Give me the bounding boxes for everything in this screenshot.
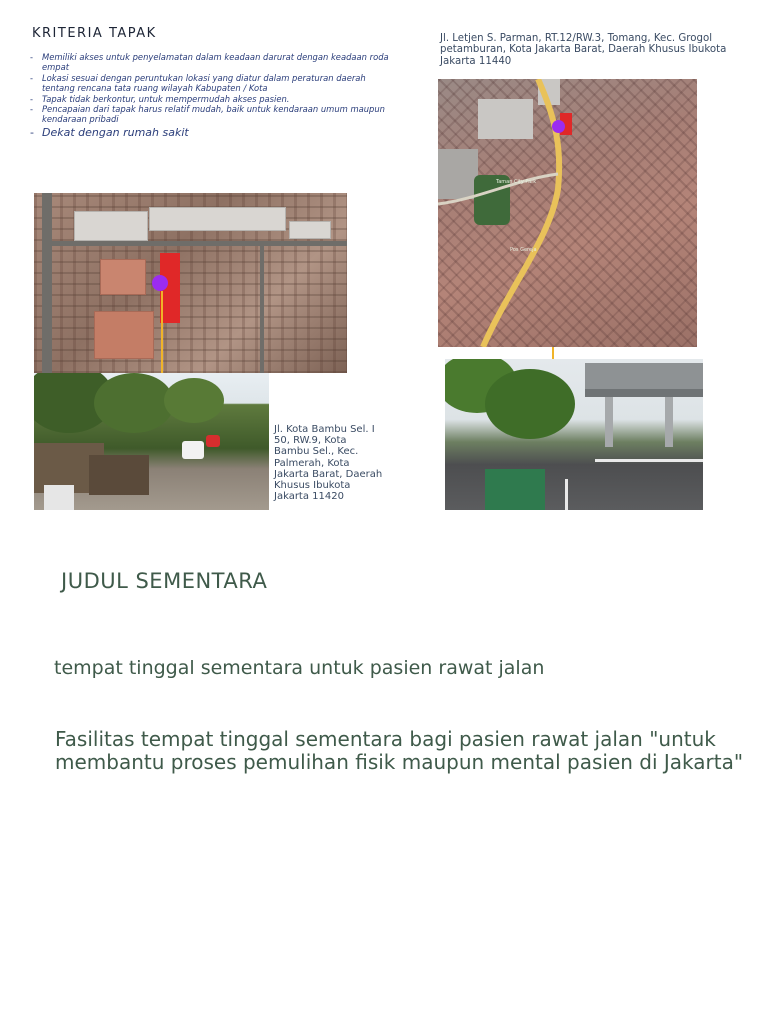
criteria-title: KRITERIA TAPAK [32, 26, 157, 41]
page-title: JUDUL SEMENTARA [61, 569, 268, 593]
site2-location-marker-icon [552, 120, 565, 133]
site2-map-label: Pos Gereja [510, 247, 537, 253]
site1-location-marker-icon [152, 275, 168, 291]
criteria-item: - Pencapaian dari tapak harus relatif mudah, baik untuk kendaraan umum maupun kendaraan pribadi [30, 104, 390, 125]
site1-connector [161, 291, 163, 373]
page-description: Fasilitas tempat tinggal sementara bagi pasien rawat jalan "untuk membantu proses pemulihan fisik maupun mental pasien di Jakarta" [55, 727, 744, 774]
criteria-item: - Lokasi sesuai dengan peruntukan lokasi yang diatur dalam peraturan daerah tentang rencana tata ruang wilayah Kabupaten / Kota [30, 73, 390, 94]
page-subtitle: tempat tinggal sementara untuk pasien rawat jalan [54, 657, 545, 679]
site1-satellite-map [34, 193, 347, 373]
site2-street-photo [445, 359, 703, 510]
criteria-item: - Tapak tidak berkontur, untuk mempermudah akses pasien. [30, 94, 390, 104]
site2-address: Jl. Letjen S. Parman, RT.12/RW.3, Tomang, Kec. Grogol petamburan, Kota Jakarta Barat, Daerah Khusus Ibukota Jakarta 11440 [440, 33, 727, 67]
criteria-list [30, 52, 390, 140]
criteria-item: - Memiliki akses untuk penyelamatan dalam keadaan darurat dengan keadaan roda empat [30, 52, 390, 73]
site2-map-label: Taman City Park [496, 179, 537, 185]
site1-address: Jl. Kota Bambu Sel. I 50, RW.9, Kota Bambu Sel., Kec. Palmerah, Kota Jakarta Barat, Daerah Khusus Ibukota Jakarta 11420 [274, 424, 383, 503]
site2-satellite-map [438, 79, 697, 347]
criteria-item-hospital: - Dekat dengan rumah sakit [30, 126, 390, 140]
site1-street-photo [34, 373, 269, 510]
site2-connector [552, 347, 554, 359]
